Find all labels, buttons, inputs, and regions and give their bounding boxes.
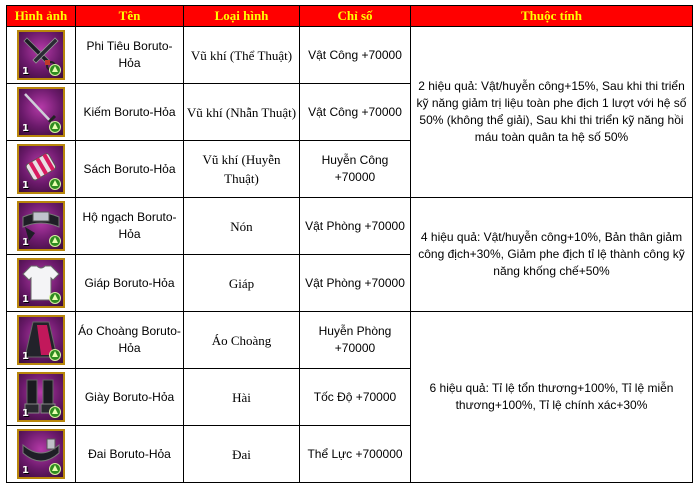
equipment-table [6, 5, 693, 483]
header-row [7, 6, 693, 27]
item-type: Áo Choàng [184, 312, 300, 369]
item-name: Đai Boruto-Hỏa [76, 426, 184, 483]
item-image-cell [7, 84, 76, 141]
item-type: Đai [184, 426, 300, 483]
item-quantity: 1 [22, 351, 29, 362]
upgrade-arrow-icon [49, 235, 61, 247]
item-quantity: 1 [22, 180, 29, 191]
item-type: Vũ khí (Thể Thuật) [184, 27, 300, 84]
item-quantity: 1 [22, 465, 29, 476]
upgrade-arrow-icon [49, 64, 61, 76]
item-stat: Thể Lực +700000 [300, 426, 411, 483]
item-image-cell [7, 255, 76, 312]
scroll-book-icon [17, 144, 65, 194]
upgrade-arrow-icon [49, 349, 61, 361]
item-quantity: 1 [22, 66, 29, 77]
item-type: Vũ khí (Nhẫn Thuật) [184, 84, 300, 141]
cloak-icon [17, 315, 65, 365]
shirt-icon [17, 258, 65, 308]
set-effect-4: 4 hiệu quả: Vật/huyễn công+10%, Bản thân giảm công địch+30%, Giảm phe địch tỉ lệ thành công kỹ năng khống chế+50% [411, 198, 693, 312]
item-quantity: 1 [22, 123, 29, 134]
item-quantity: 1 [22, 294, 29, 305]
upgrade-arrow-icon [49, 121, 61, 133]
item-name: Áo Choàng Boruto-Hỏa [76, 312, 184, 369]
table-row [7, 312, 693, 369]
item-type: Hài [184, 369, 300, 426]
item-stat: Vật Công +70000 [300, 84, 411, 141]
upgrade-arrow-icon [49, 178, 61, 190]
kunai-icon [17, 30, 65, 80]
item-image-cell [7, 141, 76, 198]
item-stat: Huyễn Công +70000 [300, 141, 411, 198]
header-image: Hình ảnh [7, 6, 76, 27]
header-stat: Chỉ số [300, 6, 411, 27]
set-effect-2: 2 hiệu quả: Vật/huyễn công+15%, Sau khi thi triển kỹ năng giảm trị liệu toàn phe địch 1 lượt với hệ số 50% (không thể giải), Sau khi thi triển kỹ năng hồi máu toàn quân ta hệ số 50% [411, 27, 693, 198]
item-name: Kiếm Boruto-Hỏa [76, 84, 184, 141]
belt-icon [17, 429, 65, 479]
item-stat: Tốc Độ +70000 [300, 369, 411, 426]
item-type: Giáp [184, 255, 300, 312]
item-image-cell [7, 27, 76, 84]
item-name: Sách Boruto-Hỏa [76, 141, 184, 198]
item-type: Nón [184, 198, 300, 255]
set-effect-6: 6 hiệu quả: Tỉ lệ tổn thương+100%, Tỉ lệ miễn thương+100%, Tỉ lệ chính xác+30% [411, 312, 693, 483]
item-name: Phi Tiêu Boruto-Hỏa [76, 27, 184, 84]
header-attribute: Thuộc tính [411, 6, 693, 27]
item-name: Hộ ngạch Boruto-Hỏa [76, 198, 184, 255]
item-name: Giày Boruto-Hỏa [76, 369, 184, 426]
item-image-cell [7, 369, 76, 426]
item-image-cell [7, 312, 76, 369]
item-stat: Huyễn Phòng +70000 [300, 312, 411, 369]
upgrade-arrow-icon [49, 406, 61, 418]
upgrade-arrow-icon [49, 292, 61, 304]
item-stat: Vật Phòng +70000 [300, 255, 411, 312]
sword-icon [17, 87, 65, 137]
upgrade-arrow-icon [49, 463, 61, 475]
shoes-icon [17, 372, 65, 422]
item-quantity: 1 [22, 237, 29, 248]
item-quantity: 1 [22, 408, 29, 419]
table-row [7, 198, 693, 255]
item-name: Giáp Boruto-Hỏa [76, 255, 184, 312]
item-image-cell [7, 198, 76, 255]
item-stat: Vật Phòng +70000 [300, 198, 411, 255]
item-image-cell [7, 426, 76, 483]
headband-icon [17, 201, 65, 251]
table-row [7, 27, 693, 84]
header-name: Tên [76, 6, 184, 27]
item-stat: Vật Công +70000 [300, 27, 411, 84]
header-type: Loại hình [184, 6, 300, 27]
item-type: Vũ khí (Huyễn Thuật) [184, 141, 300, 198]
